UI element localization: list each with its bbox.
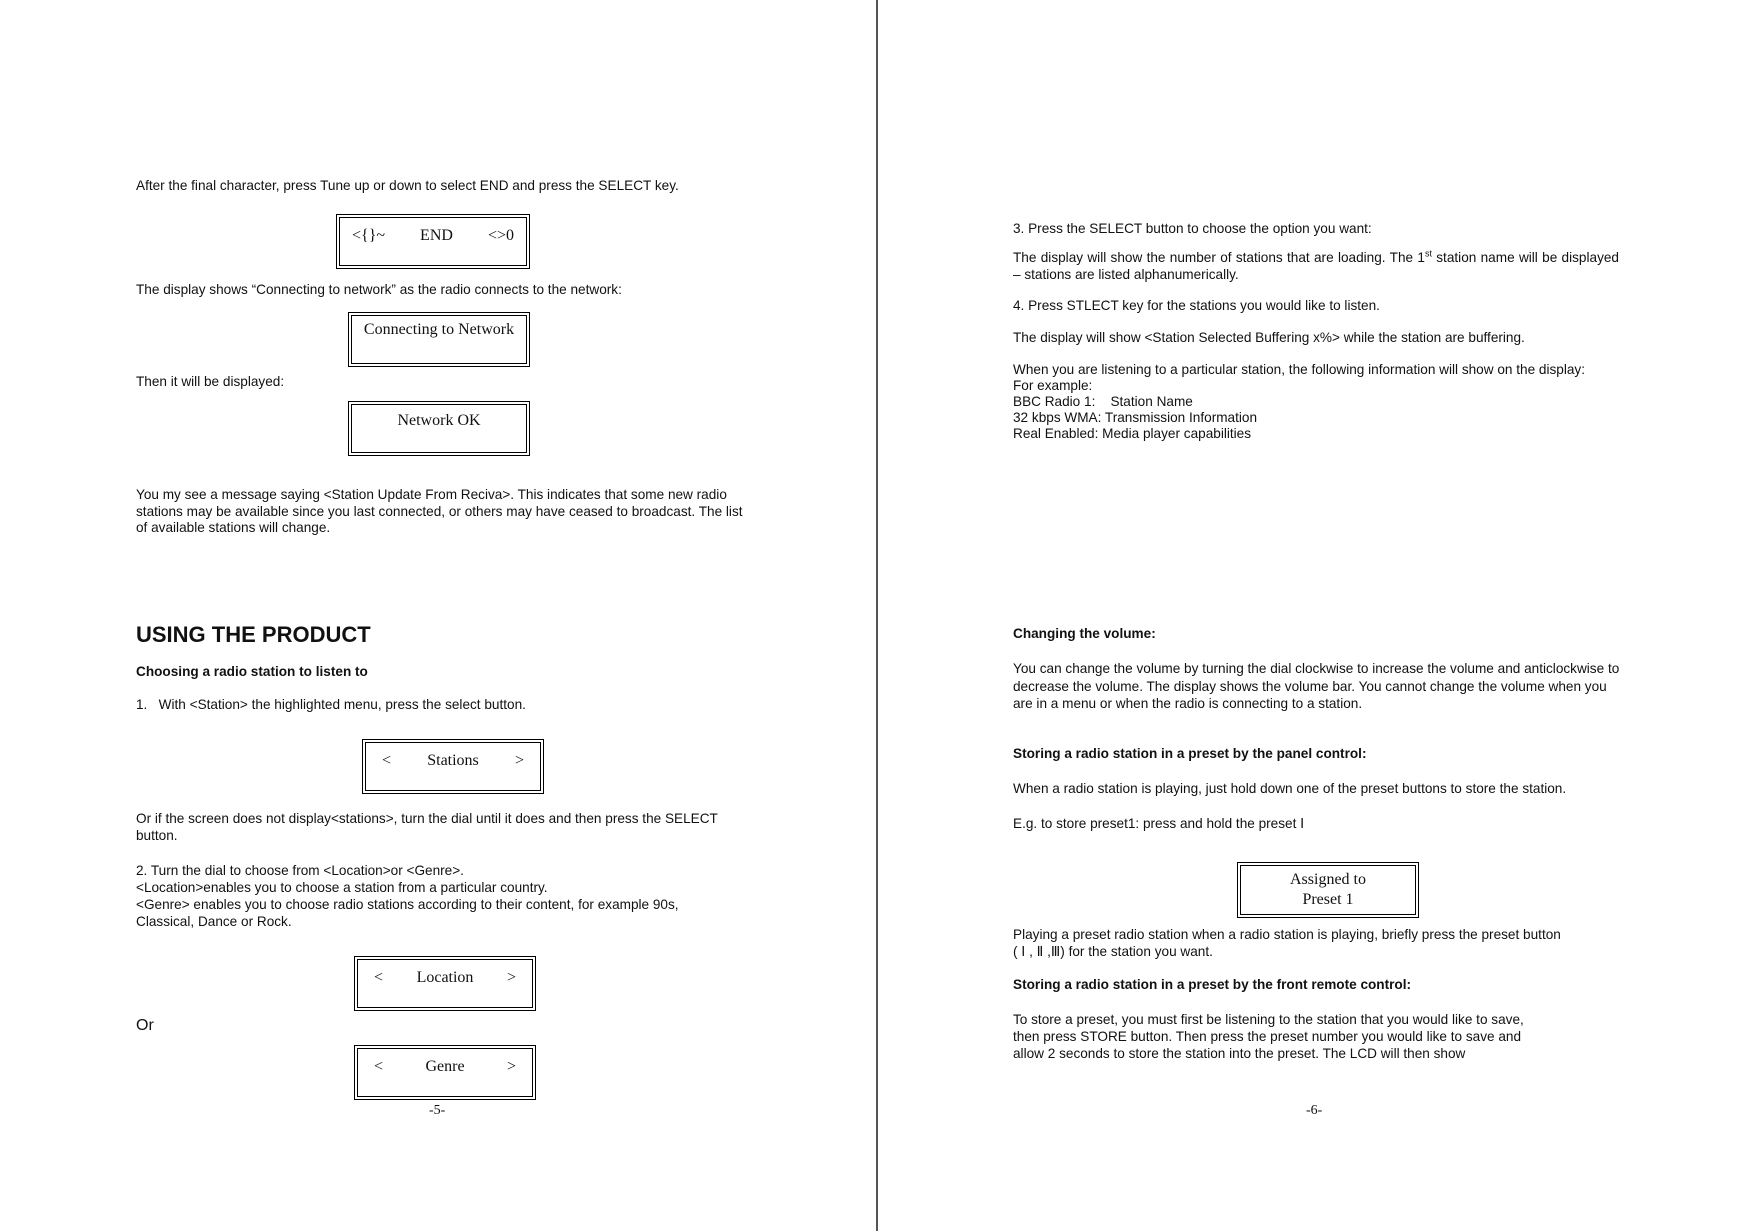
lcd-genre-center: Genre [425,1058,465,1075]
remote-control-heading: Storing a radio station in a preset by the front remote control: [1013,977,1412,992]
lcd-location-left: < [374,969,384,986]
choosing-station-subheading: Choosing a radio station to listen to [136,664,368,679]
lcd-connecting-text: Connecting to Network [363,321,515,338]
lcd-assigned-line-1: Assigned to [1290,871,1366,888]
lcd-stations-right: > [514,752,524,769]
panel-control-heading: Storing a radio station in a preset by the panel control: [1013,746,1367,761]
example-line-2: 32 kbps WMA: Transmission Information [1013,410,1258,425]
lcd-location-center: Location [416,969,474,986]
lcd-location-display [354,956,536,1011]
section-heading: USING THE PRODUCT [136,622,371,647]
step-3-text: 3. Press the SELECT button to choose the option you want: [1013,221,1372,236]
buffering-text: The display will show <Station Selected Buffering x%> while the station are buffering. [1013,330,1525,345]
lcd-end-display [336,214,530,269]
lcd-stations-center: Stations [427,752,479,769]
station-update-paragraph: You my see a message saying <Station Update From Reciva>. This indicates that some new radio stations may be available since you last connected, or others may have ceased to broadcast. The list of available stations will change. [136,487,743,535]
lcd-network-ok-display [348,401,530,456]
step-2-line-3: <Genre> enables you to choose radio stations according to their content, for example 90s, Classical, Dance or Rock. [136,897,679,929]
lcd-genre-left: < [374,1058,384,1075]
step-1-text: 1. With <Station> the highlighted menu, press the select button. [136,697,526,712]
final-character-text: After the final character, press Tune up or down to select END and press the SELECT key. [136,178,679,193]
page-number-left: -5- [429,1103,446,1118]
loading-paragraph [1013,250,1619,283]
connecting-text: The display shows “Connecting to network” as the radio connects to the network: [136,282,622,297]
lcd-stations-display [362,739,544,794]
example-line-1: BBC Radio 1: Station Name [1013,394,1193,409]
example-label: For example: [1013,378,1093,393]
playing-preset-line-1: Playing a preset radio station when a radio station is playing, briefly press the preset button [1013,927,1561,942]
lcd-network-ok-text: Network OK [397,412,481,429]
remote-line-2: then press STORE button. Then press the preset number you would like to save and [1013,1029,1522,1044]
remote-line-3: allow 2 seconds to store the station into the preset. The LCD will then show [1013,1046,1466,1061]
lcd-connecting-display [348,312,530,367]
listening-text: When you are listening to a particular station, the following information will show on the display: [1013,362,1585,377]
remote-line-1: To store a preset, you must first be listening to the station that you would like to save, [1013,1012,1524,1027]
lcd-assigned-line-2: Preset 1 [1302,891,1354,908]
loading-pre: The display will show the number of stations that are loading. The 1 [1013,250,1425,265]
panel-control-text: When a radio station is playing, just hold down one of the preset buttons to store the station. [1013,781,1567,796]
page-divider [876,0,878,1231]
page-number-right: -6- [1306,1103,1323,1118]
lcd-assigned-display [1237,862,1419,918]
lcd-stations-left: < [382,752,392,769]
loading-post: station name will be displayed – stations are listed alphanumerically. [1013,250,1619,282]
or-label: Or [136,1017,154,1034]
lcd-location-right: > [506,969,516,986]
lcd-end-center: END [420,227,453,244]
lcd-genre-right: > [506,1058,516,1075]
step-2-line-1: 2. Turn the dial to choose from <Location>or <Genre>. [136,863,464,878]
lcd-genre-display [354,1045,536,1100]
lcd-end-right: <>0 [487,227,514,244]
volume-paragraph: You can change the volume by turning the dial clockwise to increase the volume and anticlockwise to decrease the volume. The display shows the volume bar. You cannot change the volume when you are in a menu or when the radio is connecting to a station. [1013,661,1620,711]
then-displayed-text: Then it will be displayed: [136,374,285,389]
playing-preset-line-2: ( Ⅰ , Ⅱ ,Ⅲ) for the station you want. [1013,944,1213,959]
step-2-line-2: <Location>enables you to choose a station from a particular country. [136,880,548,895]
loading-sup: st [1424,248,1432,259]
eg-preset-text: E.g. to store preset1: press and hold the preset Ⅰ [1013,816,1305,831]
volume-heading: Changing the volume: [1013,626,1156,641]
step-4-text: 4. Press STLECT key for the stations you would like to listen. [1013,298,1380,313]
example-line-3: Real Enabled: Media player capabilities [1013,426,1252,441]
or-screen-paragraph: Or if the screen does not display<stations>, turn the dial until it does and then press the SELECT button. [136,811,718,843]
lcd-end-left: <{}~ [352,227,386,244]
